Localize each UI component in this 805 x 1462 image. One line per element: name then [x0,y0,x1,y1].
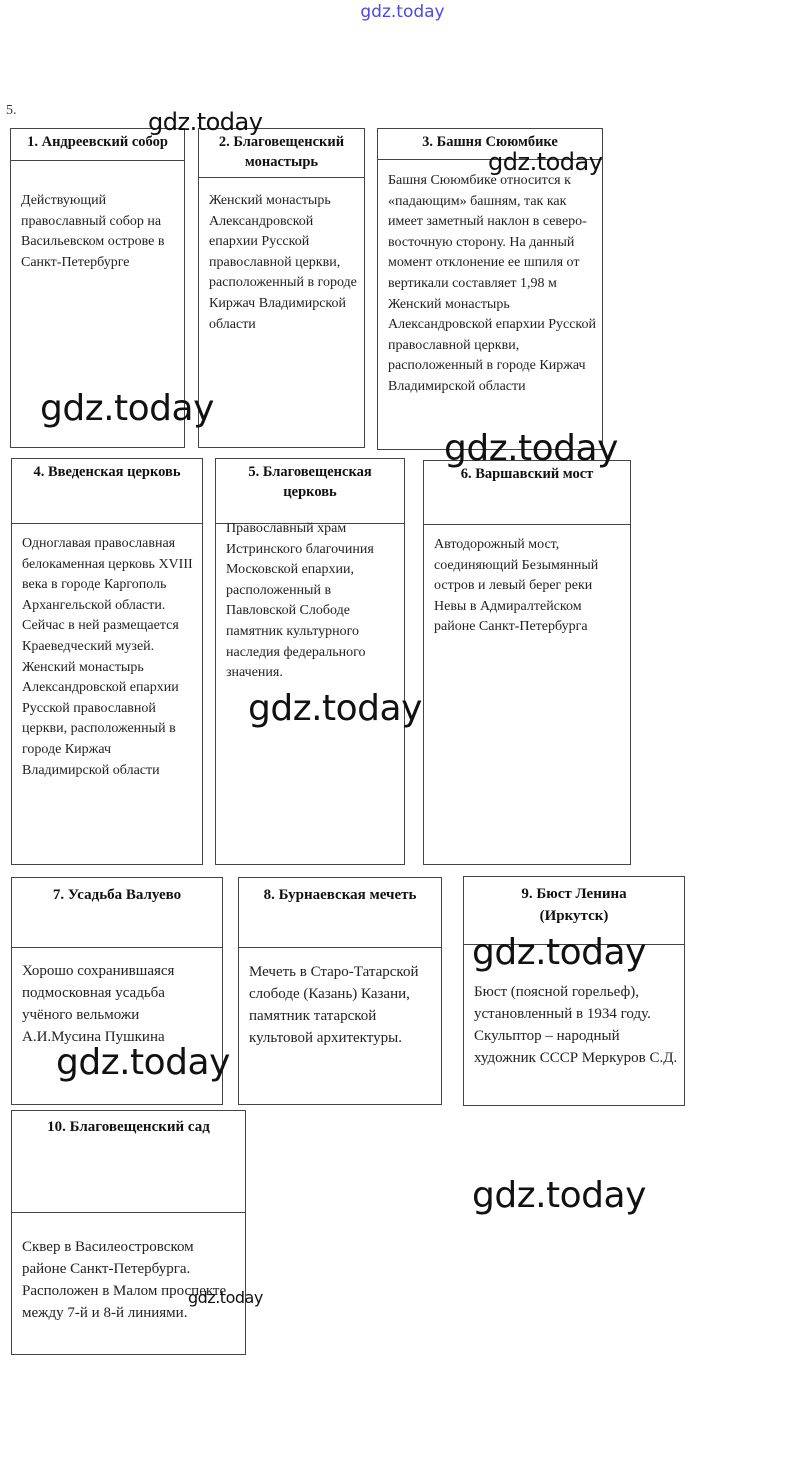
card-5-title: 5. Благовещенская церковь [248,464,372,500]
card-4-title: 4. Введенская церковь [33,464,181,480]
card-1-title: 1. Андреевский собор [27,134,168,150]
card-6 [423,460,631,865]
card-9-text: Бюст (поясной горельеф), установленный в 1934 году. Скульптор – народный художник СССР Меркуров С.Д. [474,984,678,1066]
card-10-text: Сквер в Василеостровском районе Санкт-Петербурга. Расположен в Малом проспекте между 7-й и 8-й линиями. [22,1239,227,1321]
card-6-divider [424,524,630,525]
card-5-text: Православный храм Истринского благочиния Московской епархии, расположенный в Павловской Слободе памятник культурного наследия федерального значения. [226,521,374,681]
card-2 [198,128,365,448]
card-10-divider [12,1212,245,1213]
card-4-text: Одноглавая православная белокаменная церковь XVIII века в городе Каргополь Архангельской области. Сейчас в ней размещается Краеведческий музей. Женский монастырь Александровской епархии Русской православной церкви, расположенный в городе Киржач Владимирской области [22,536,193,778]
card-9-title: 9. Бюст Ленина (Иркутск) [521,886,627,924]
card-3-title: 3. Башня Сююмбике [422,134,558,150]
card-1-divider [11,160,184,161]
watermark-3: gdz.today [40,388,214,429]
watermark-7: gdz.today [56,1042,230,1083]
card-2-text: Женский монастырь Александровской епархии Русской православной церкви, расположенный в городе Киржач Владимирской области [209,193,357,332]
watermark-8: gdz.today [472,1175,646,1216]
card-10 [11,1110,246,1355]
card-2-divider [199,177,364,178]
card-9 [463,876,685,1106]
card-4 [11,458,203,865]
card-4-divider [12,523,202,524]
watermark-2: gdz.today [488,148,603,176]
card-6-title: 6. Варшавский мост [460,466,594,482]
card-8-divider [239,947,441,948]
card-7-title: 7. Усадьба Валуево [52,887,182,903]
card-8-text: Мечеть в Старо-Татарской слободе (Казань) Казани, памятник татарской культовой архитектуры. [249,964,419,1046]
card-8-title: 8. Бурнаевская мечеть [263,887,417,903]
card-3 [377,128,603,450]
watermark-1: gdz.today [148,108,263,136]
header-watermark: gdz.today [360,2,445,22]
card-2-title: 2. Благовещенский монастырь [218,134,345,170]
card-8 [238,877,442,1105]
card-1-text: Действующий православный собор на Васильевском острове в Санкт-Петербурге [21,193,165,270]
watermark-4: gdz.today [444,428,618,469]
card-10-title: 10. Благовещенский сад [47,1119,210,1135]
watermark-6: gdz.today [472,932,646,973]
card-7-divider [12,947,222,948]
card-7-text: Хорошо сохранившаяся подмосковная усадьба учёного вельможи А.И.Мусина Пушкина [22,963,175,1045]
watermark-9: gdz.today [188,1288,263,1307]
watermark-5: gdz.today [248,688,422,729]
card-6-text: Автодорожный мост, соединяющий Безымянный остров и левый берег реки Невы в Адмиралтейском районе Санкт-Петербурга [434,537,599,635]
task-number: 5. [6,103,17,118]
card-5 [215,458,405,865]
card-3-text: Башня Сююмбике относится к «падающим» башням, так как имеет заметный наклон в северо-восточную сторону. На данный момент отклонение ее шпиля от вертикали составляет 1,98 м Женский монастырь Александровской епархии Русской православной церкви, расположенный в городе Киржач Владимирской области [388,173,597,394]
